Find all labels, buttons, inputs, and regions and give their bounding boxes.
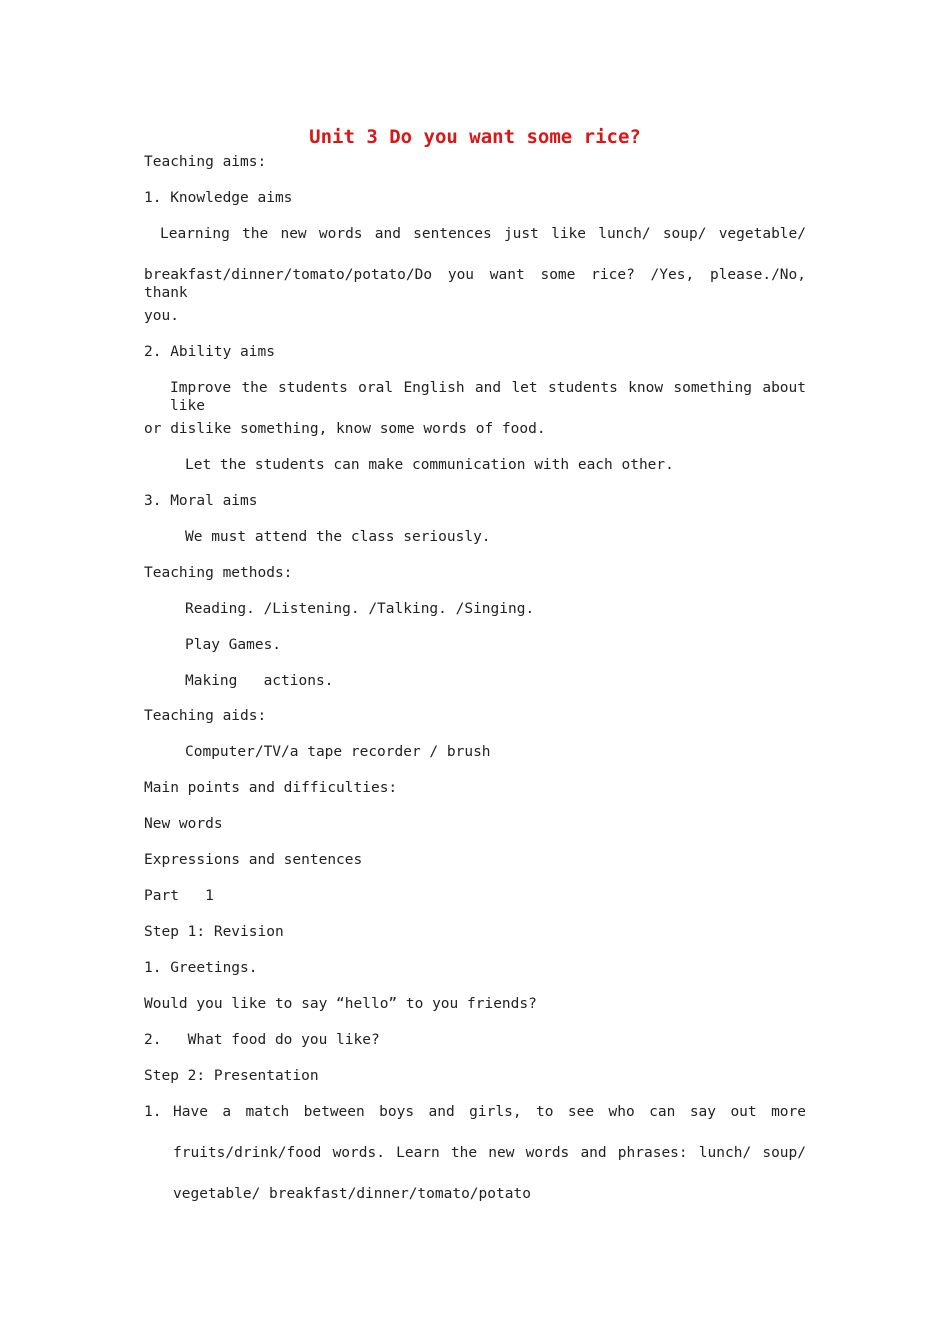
knowledge-aims-line-2: breakfast/dinner/tomato/potato/Do you want some rice? /Yes, please./No, thank (144, 267, 806, 301)
ability-aims-line-2: or dislike something, know some words of food. (144, 421, 546, 437)
step2-item-1-line-3: vegetable/ breakfast/dinner/tomato/potato (173, 1186, 531, 1202)
knowledge-aims-heading: 1. Knowledge aims (144, 190, 293, 206)
main-points-line-2: Expressions and sentences (144, 852, 363, 868)
moral-aims-heading: 3. Moral aims (144, 493, 258, 509)
teaching-aids-heading: Teaching aids: (144, 708, 267, 724)
main-points-heading: Main points and difficulties: (144, 780, 398, 796)
teaching-methods-line-3: Making actions. (185, 673, 334, 689)
teaching-aids-line-1: Computer/TV/a tape recorder / brush (185, 744, 491, 760)
teaching-methods-line-2: Play Games. (185, 637, 282, 653)
document-title: Unit 3 Do you want some rice? (309, 126, 641, 148)
ability-aims-line-3: Let the students can make communication with each other. (185, 457, 674, 473)
moral-aims-line-1: We must attend the class seriously. (185, 529, 491, 545)
step1-item-1-text: Would you like to say “hello” to you friends? (144, 996, 537, 1012)
step1-item-2: 2. What food do you like? (144, 1032, 380, 1048)
teaching-methods-heading: Teaching methods: (144, 565, 293, 581)
ability-aims-line-1: Improve the students oral English and let students know something about like (170, 380, 806, 414)
part-heading: Part 1 (144, 888, 214, 904)
knowledge-aims-line-3: you. (144, 308, 179, 324)
teaching-aims-heading: Teaching aims: (144, 154, 267, 170)
teaching-methods-line-1: Reading. /Listening. /Talking. /Singing. (185, 601, 535, 617)
step2-item-1-number: 1. (144, 1104, 162, 1120)
ability-aims-heading: 2. Ability aims (144, 344, 275, 360)
step1-item-1: 1. Greetings. (144, 960, 258, 976)
knowledge-aims-line-1: Learning the new words and sentences just like lunch/ soup/ vegetable/ (160, 226, 806, 242)
main-points-line-1: New words (144, 816, 223, 832)
step1-heading: Step 1: Revision (144, 924, 284, 940)
step2-heading: Step 2: Presentation (144, 1068, 319, 1084)
step2-item-1-line-1: Have a match between boys and girls, to see who can say out more (173, 1104, 806, 1120)
step2-item-1-line-2: fruits/drink/food words. Learn the new words and phrases: lunch/ soup/ (173, 1145, 806, 1161)
